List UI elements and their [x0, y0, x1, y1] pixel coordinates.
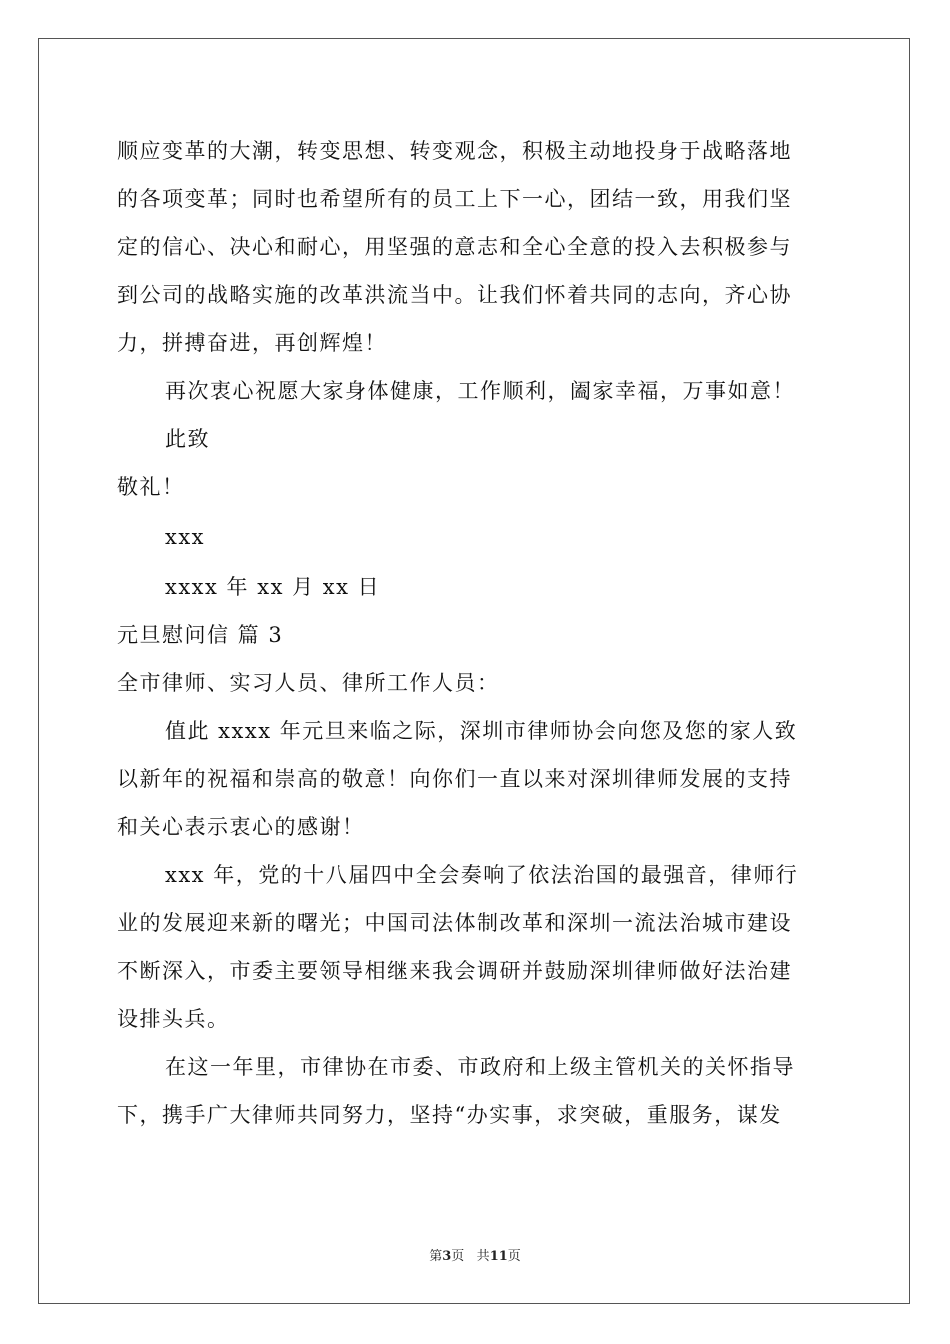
paragraph-line-1: 顺应变革的大潮，转变思想、转变观念，积极主动地投身于战略落地 — [117, 139, 792, 163]
paragraph-line-4: 到公司的战略实施的改革洪流当中。让我们怀着共同的志向，齐心协 — [117, 283, 792, 307]
signature-name: xxx — [165, 525, 206, 549]
page-footer — [0, 1248, 950, 1266]
page-suffix: 页 — [451, 1249, 465, 1264]
paragraph-line-15: 和关心表示衷心的感谢！ — [117, 815, 365, 839]
signature-date: xxxx 年 xx 月 xx 日 — [165, 575, 381, 599]
closing-jingli: 敬礼！ — [117, 475, 185, 499]
section-heading: 元旦慰问信 篇 3 — [117, 623, 284, 647]
paragraph-line-2: 的各项变革；同时也希望所有的员工上下一心，团结一致，用我们坚 — [117, 187, 792, 211]
paragraph-line-17: 业的发展迎来新的曙光；中国司法体制改革和深圳一流法治城市建设 — [117, 911, 792, 935]
paragraph-line-16: xxx 年，党的十八届四中全会奏响了依法治国的最强音，律师行 — [165, 863, 799, 887]
paragraph-line-13: 值此 xxxx 年元旦来临之际，深圳市律师协会向您及您的家人致 — [165, 719, 798, 743]
paragraph-line-21: 下，携手广大律师共同努力，坚持“办实事，求突破，重服务，谋发 — [117, 1103, 782, 1127]
paragraph-line-3: 定的信心、决心和耐心，用坚强的意志和全心全意的投入去积极参与 — [117, 235, 792, 259]
closing-cizhi: 此致 — [165, 427, 210, 451]
paragraph-line-5: 力，拼搏奋进，再创辉煌！ — [117, 331, 387, 355]
total-pages: 11 — [489, 1249, 508, 1264]
salutation: 全市律师、实习人员、律所工作人员： — [117, 671, 500, 695]
paragraph-line-19: 设排头兵。 — [117, 1007, 230, 1031]
paragraph-line-20: 在这一年里，市律协在市委、市政府和上级主管机关的关怀指导 — [165, 1055, 795, 1079]
total-suffix: 页 — [507, 1249, 521, 1264]
page-prefix: 第 — [429, 1249, 443, 1264]
page-number: 3 — [442, 1249, 452, 1264]
paragraph-line-18: 不断深入，市委主要领导相继来我会调研并鼓励深圳律师做好法治建 — [117, 959, 792, 983]
total-prefix: 共 — [476, 1249, 490, 1264]
paragraph-line-14: 以新年的祝福和崇高的敬意！向你们一直以来对深圳律师发展的支持 — [117, 767, 792, 791]
greeting-wish-line: 再次衷心祝愿大家身体健康，工作顺利，阖家幸福，万事如意！ — [165, 379, 795, 403]
